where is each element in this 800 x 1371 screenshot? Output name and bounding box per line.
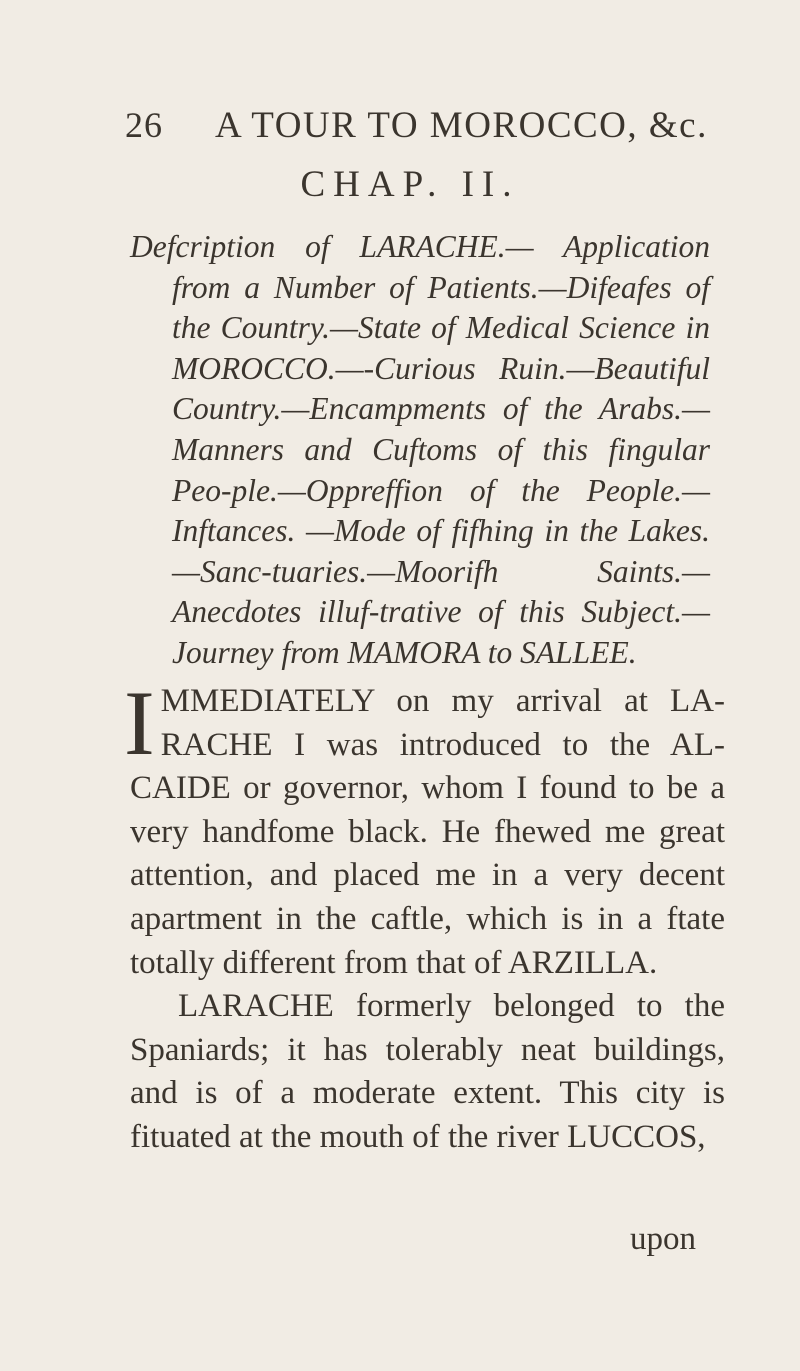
paragraph-1-text: MMEDIATELY on my arrival at LA-RACHE I was introduced to the AL-CAIDE or governor, whom I found to be a very handfome black. He fhewed me great attention, and placed me in a very decent apartment in the caftle, which is in a ftate totally different from that of ARZILLA. (130, 683, 725, 981)
chapter-heading: CHAP. II. (300, 164, 520, 205)
page-number: 26 (125, 105, 163, 145)
paragraph-2: LARACHE formerly belonged to the Spaniards; it has tolerably neat buildings, and is of a moderate extent. This city is fituated at the mouth of the river LUCCOS, (130, 988, 725, 1155)
running-head (125, 104, 708, 154)
catchword: upon (630, 1221, 696, 1257)
chapter-synopsis: Defcription of LARACHE.— Application from a Number of Patients.—Difeafes of the Country.—State of Medical Science in MOROCCO.—-Curious Ruin.—Beautiful Country.—Encampments of the Arabs.— Manners and Cuftoms of this fingular Peo-ple.—Oppreffion of the People.—Inftances. —Mode of fifhing in the Lakes.—Sanc-tuaries.—Moorifh Saints.—Anecdotes illuf-trative of this Subject.—Journey from MAMORA to SALLEE. (130, 229, 710, 670)
running-title: A TOUR TO MOROCCO, &c. (215, 105, 708, 146)
body-text (124, 672, 725, 1160)
drop-initial: I (124, 672, 155, 774)
paragraph-1 (124, 672, 725, 985)
